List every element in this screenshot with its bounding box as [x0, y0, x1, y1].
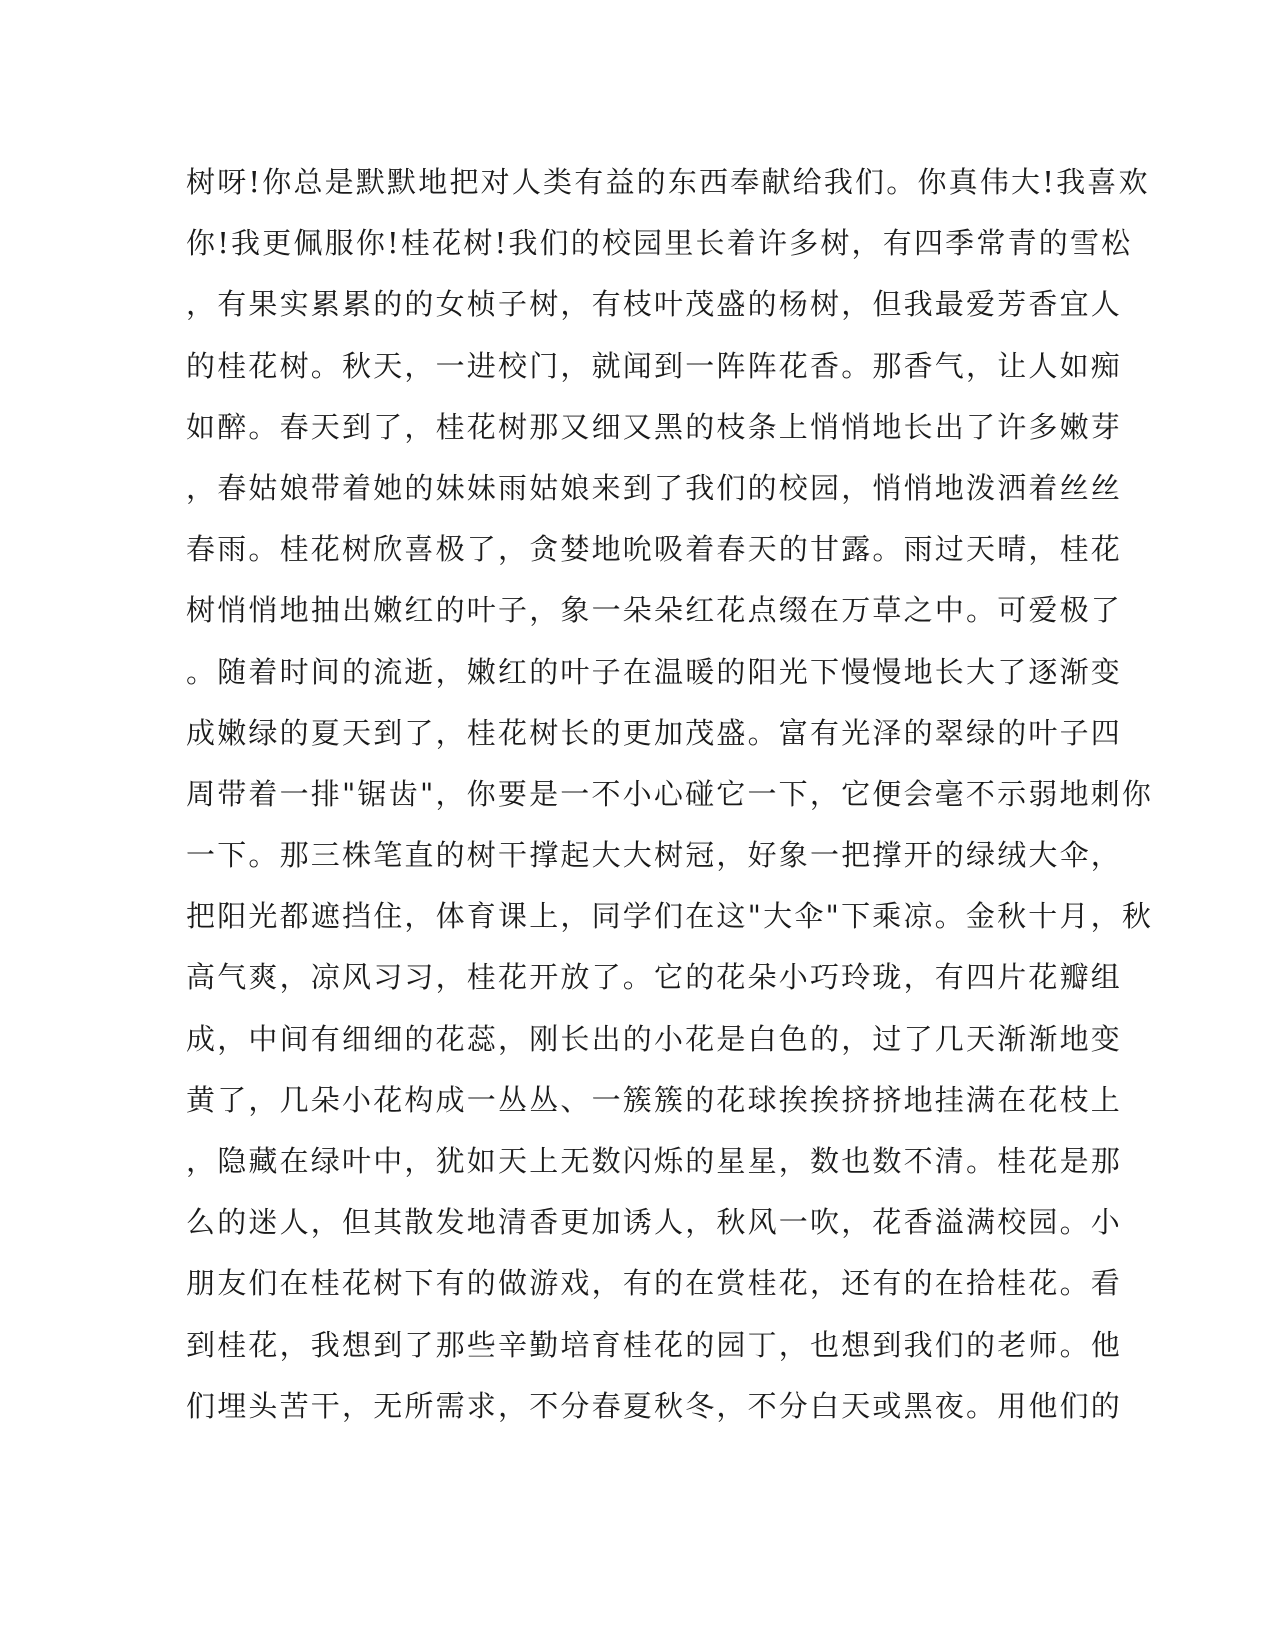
text-line: 。随着时间的流逝，嫩红的叶子在温暖的阳光下慢慢地长大了逐渐变	[186, 654, 1123, 689]
body-text	[186, 162, 1154, 1447]
text-line: 把阳光都遮挡住，体育课上，同学们在这"大伞"下乘凉。金秋十月，秋	[186, 899, 1154, 934]
text-line: 成，中间有细细的花蕊，刚长出的小花是白色的，过了几天渐渐地变	[186, 1021, 1123, 1056]
text-line: 你!我更佩服你!桂花树!我们的校园里长着许多树，有四季常青的雪松	[186, 226, 1133, 261]
text-line: 的桂花树。秋天，一进校门，就闻到一阵阵花香。那香气，让人如痴	[186, 348, 1123, 383]
text-line: 黄了，几朵小花构成一丛丛、一簇簇的花球挨挨挤挤地挂满在花枝上	[186, 1082, 1123, 1117]
text-line: 们埋头苦干，无所需求，不分春夏秋冬，不分白天或黑夜。用他们的	[186, 1388, 1123, 1423]
text-line: 春雨。桂花树欣喜极了，贪婪地吮吸着春天的甘露。雨过天晴，桂花	[186, 532, 1123, 567]
text-line: ，春姑娘带着她的妹妹雨姑娘来到了我们的校园，悄悄地泼洒着丝丝	[186, 470, 1123, 505]
text-line: 树呀!你总是默默地把对人类有益的东西奉献给我们。你真伟大!我喜欢	[186, 165, 1150, 199]
text-line: 成嫩绿的夏天到了，桂花树长的更加茂盛。富有光泽的翠绿的叶子四	[186, 715, 1123, 750]
text-line: 树悄悄地抽出嫩红的叶子，象一朵朵红花点缀在万草之中。可爱极了	[186, 593, 1123, 628]
text-line: 周带着一排"锯齿"，你要是一不小心碰它一下，它便会毫不示弱地刺你	[186, 776, 1154, 811]
text-line: 么的迷人，但其散发地清香更加诱人，秋风一吹，花香溢满校园。小	[186, 1205, 1123, 1240]
text-line: 高气爽，凉风习习，桂花开放了。它的花朵小巧玲珑，有四片花瓣组	[186, 960, 1123, 995]
text-line: 朋友们在桂花树下有的做游戏，有的在赏桂花，还有的在拾桂花。看	[186, 1266, 1123, 1301]
text-line: 如醉。春天到了，桂花树那又细又黑的枝条上悄悄地长出了许多嫩芽	[186, 409, 1123, 444]
text-line: ，隐藏在绿叶中，犹如天上无数闪烁的星星，数也数不清。桂花是那	[186, 1144, 1123, 1178]
text-line: 到桂花，我想到了那些辛勤培育桂花的园丁，也想到我们的老师。他	[186, 1327, 1123, 1362]
text-line: ，有果实累累的的女桢子树，有枝叶茂盛的杨树，但我最爱芳香宜人	[186, 287, 1123, 322]
text-line: 一下。那三株笔直的树干撑起大大树冠，好象一把撑开的绿绒大伞，	[186, 838, 1123, 873]
